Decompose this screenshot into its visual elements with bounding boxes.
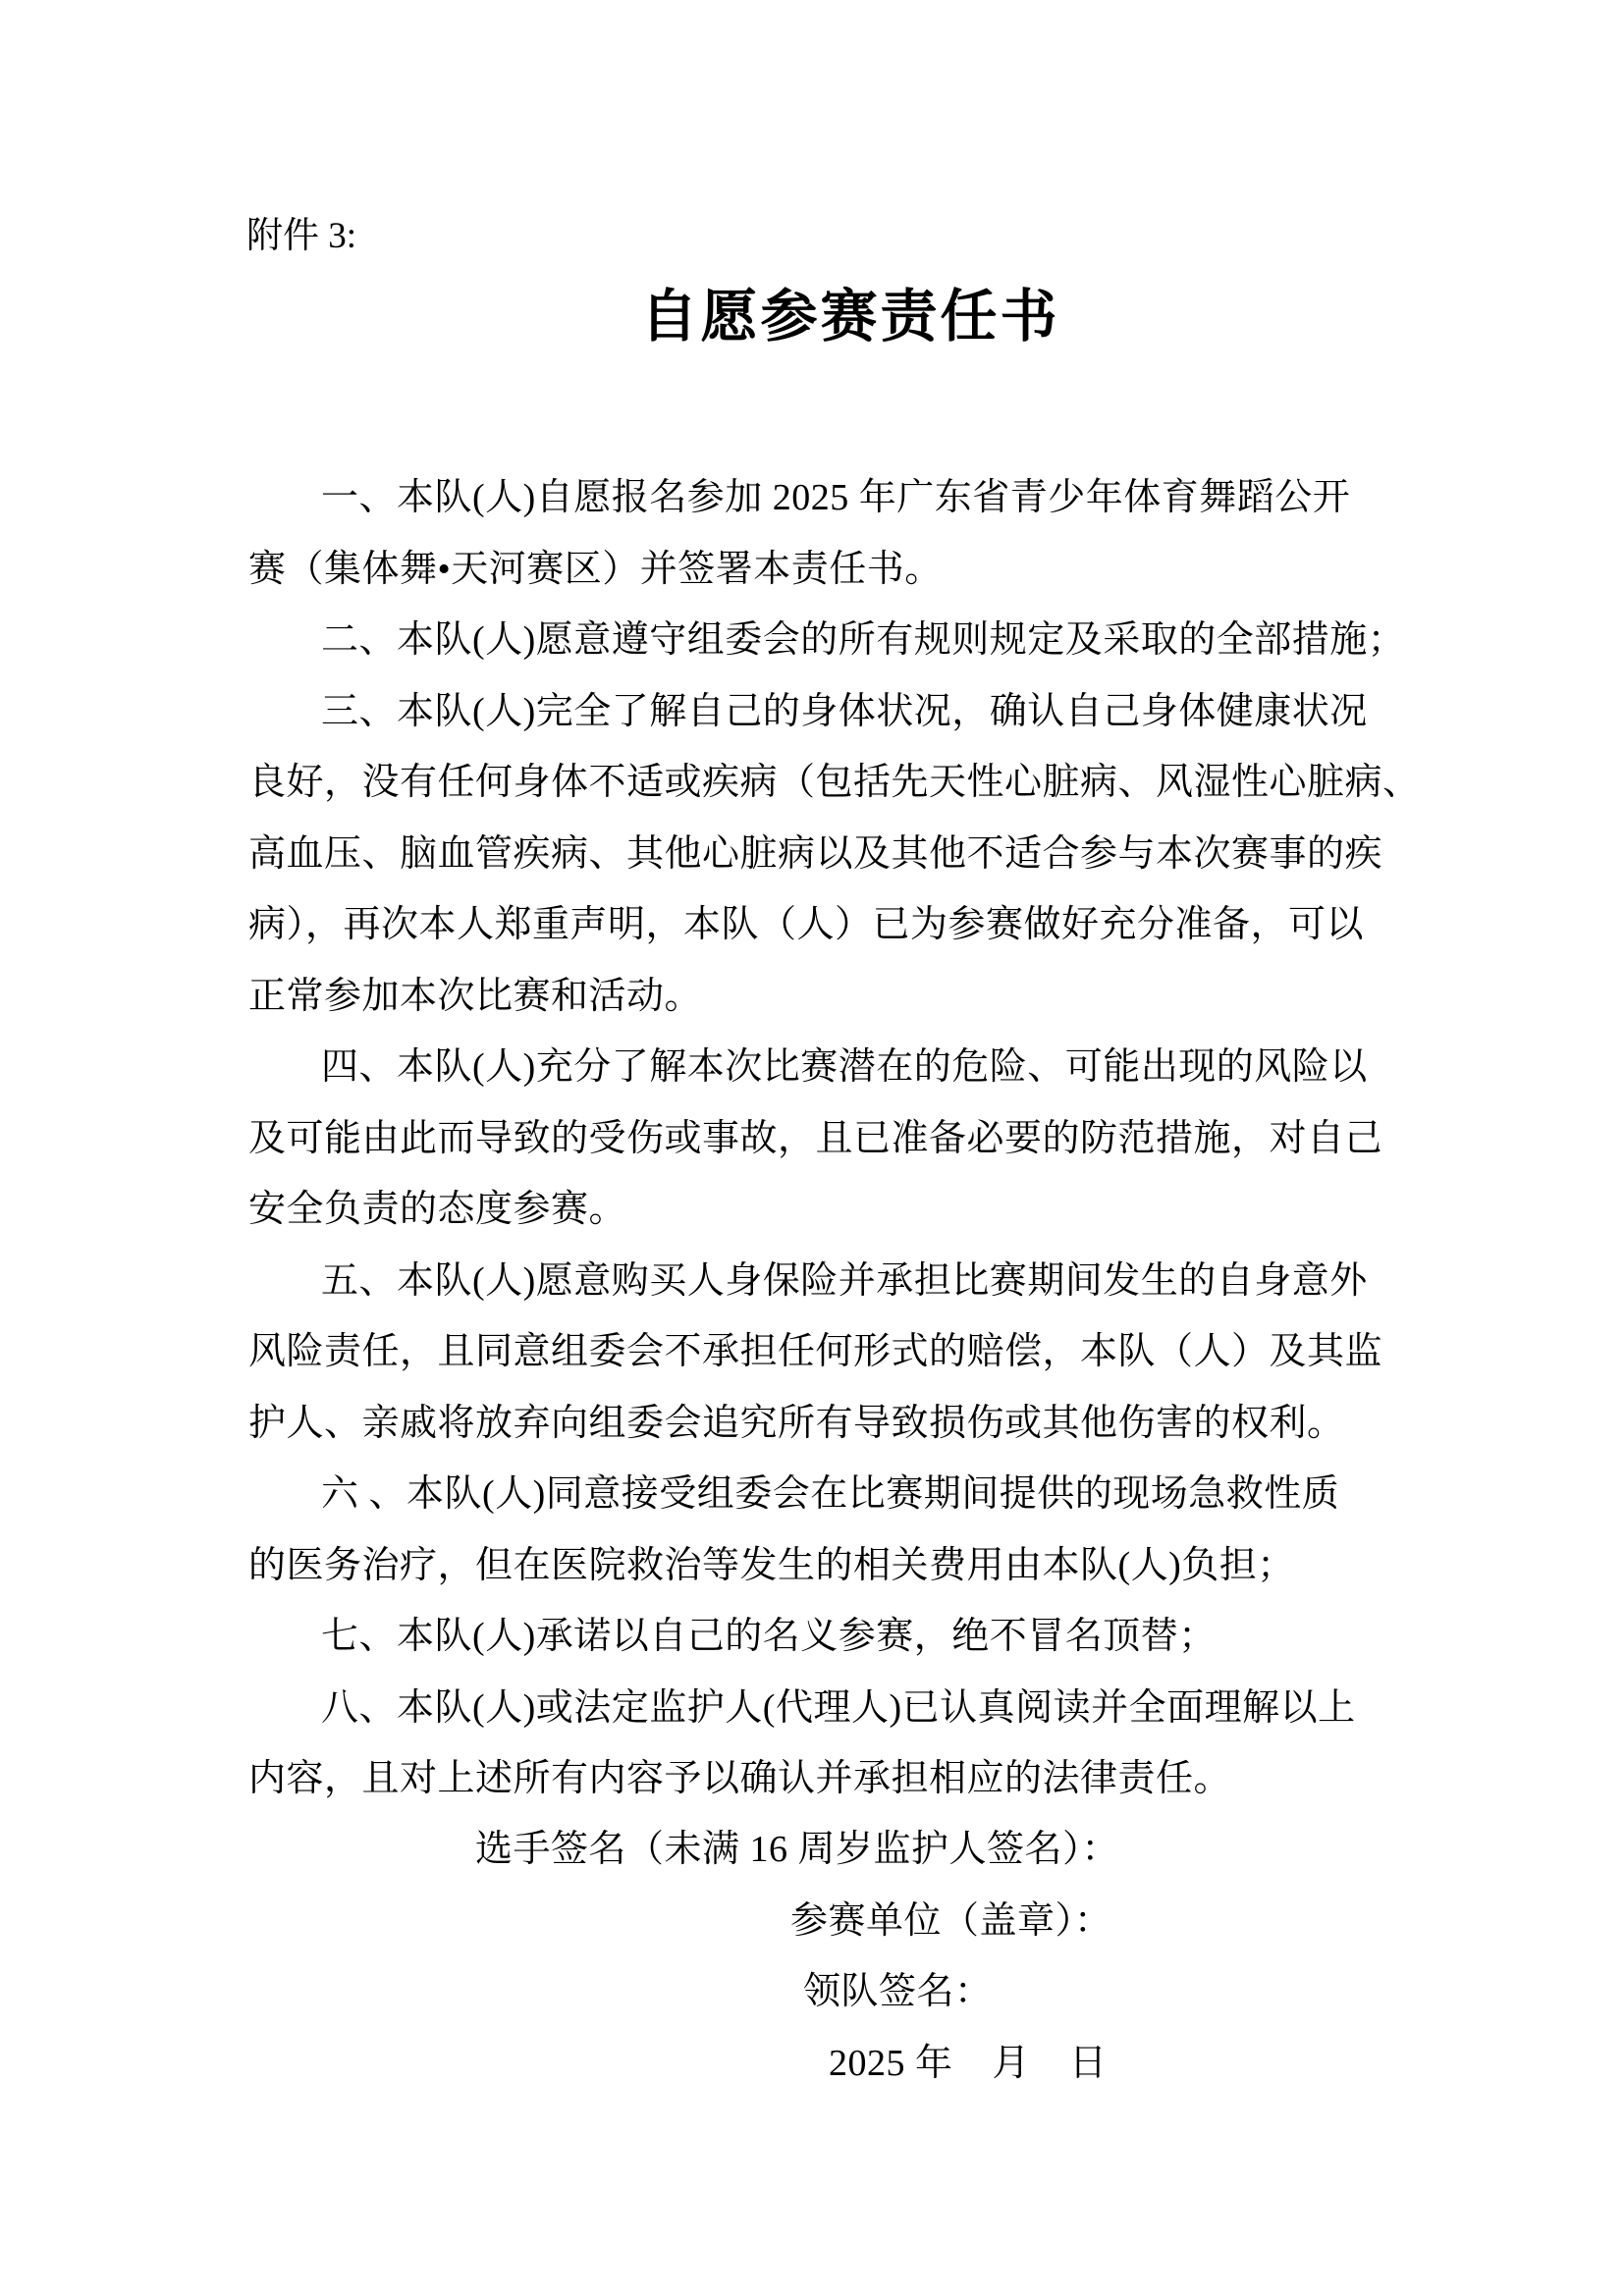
body-line: 二、本队(人)愿意遵守组委会的所有规则规定及采取的全部措施； (321, 619, 1406, 661)
body-line: 风险责任，且同意组委会不承担任何形式的赔偿，本队（人）及其监 (248, 1331, 1383, 1372)
attachment-label: 附件 3: (246, 216, 357, 256)
body-line: 三、本队(人)完全了解自己的身体状况，确认自己身体健康状况 (321, 690, 1368, 732)
document-body (248, 462, 1421, 1815)
signature-block (248, 1814, 1417, 2099)
signature-line: 领队签名： (803, 1971, 993, 2012)
body-line: 安全负责的态度参赛。 (248, 1189, 627, 1230)
body-line: 护人、亲戚将放弃向组委会追究所有导致损伤或其他伤害的权利。 (248, 1402, 1345, 1444)
body-line: 六 、本队(人)同意接受组委会在比赛期间提供的现场急救性质 (321, 1473, 1340, 1515)
body-line: 高血压、脑血管疾病、其他心脏病以及其他不适合参与本次赛事的疾 (248, 832, 1383, 875)
body-line: 及可能由此而导致的受伤或事故，且已准备必要的防范措施，对自己 (248, 1117, 1383, 1159)
body-line: 内容，且对上述所有内容予以确认并承担相应的法律责任。 (248, 1758, 1232, 1799)
body-line: 八、本队(人)或法定监护人(代理人)已认真阅读并全面理解以上 (321, 1686, 1356, 1729)
body-line: 正常参加本次比赛和活动。 (248, 975, 703, 1017)
signature-line: 选手签名（未满 16 周岁监护人签名）： (475, 1829, 1120, 1870)
body-line: 赛（集体舞•天河赛区）并签署本责任书。 (248, 548, 943, 590)
body-line: 七、本队(人)承诺以自己的名义参赛，绝不冒名顶替； (321, 1616, 1217, 1657)
body-line: 良好，没有任何身体不适或疾病（包括先天性心脏病、风湿性心脏病、 (248, 762, 1421, 803)
signature-line: 2025 年 月 日 (829, 2042, 1108, 2084)
body-line: 四、本队(人)充分了解本次比赛潜在的危险、可能出现的风险以 (321, 1046, 1368, 1088)
document-title: 自愿参赛责任书 (640, 285, 1060, 348)
body-line: 五、本队(人)愿意购买人身保险并承担比赛期间发生的自身意外 (321, 1259, 1368, 1302)
body-line: 一、本队(人)自愿报名参加 2025 年广东省青少年体育舞蹈公开 (321, 477, 1351, 518)
signature-line: 参赛单位（盖章）： (790, 1899, 1112, 1942)
body-line: 的医务治疗，但在医院救治等发生的相关费用由本队(人)负担； (248, 1544, 1295, 1586)
body-line: 病），再次本人郑重声明，本队（人）已为参赛做好充分准备，可以 (248, 904, 1365, 945)
